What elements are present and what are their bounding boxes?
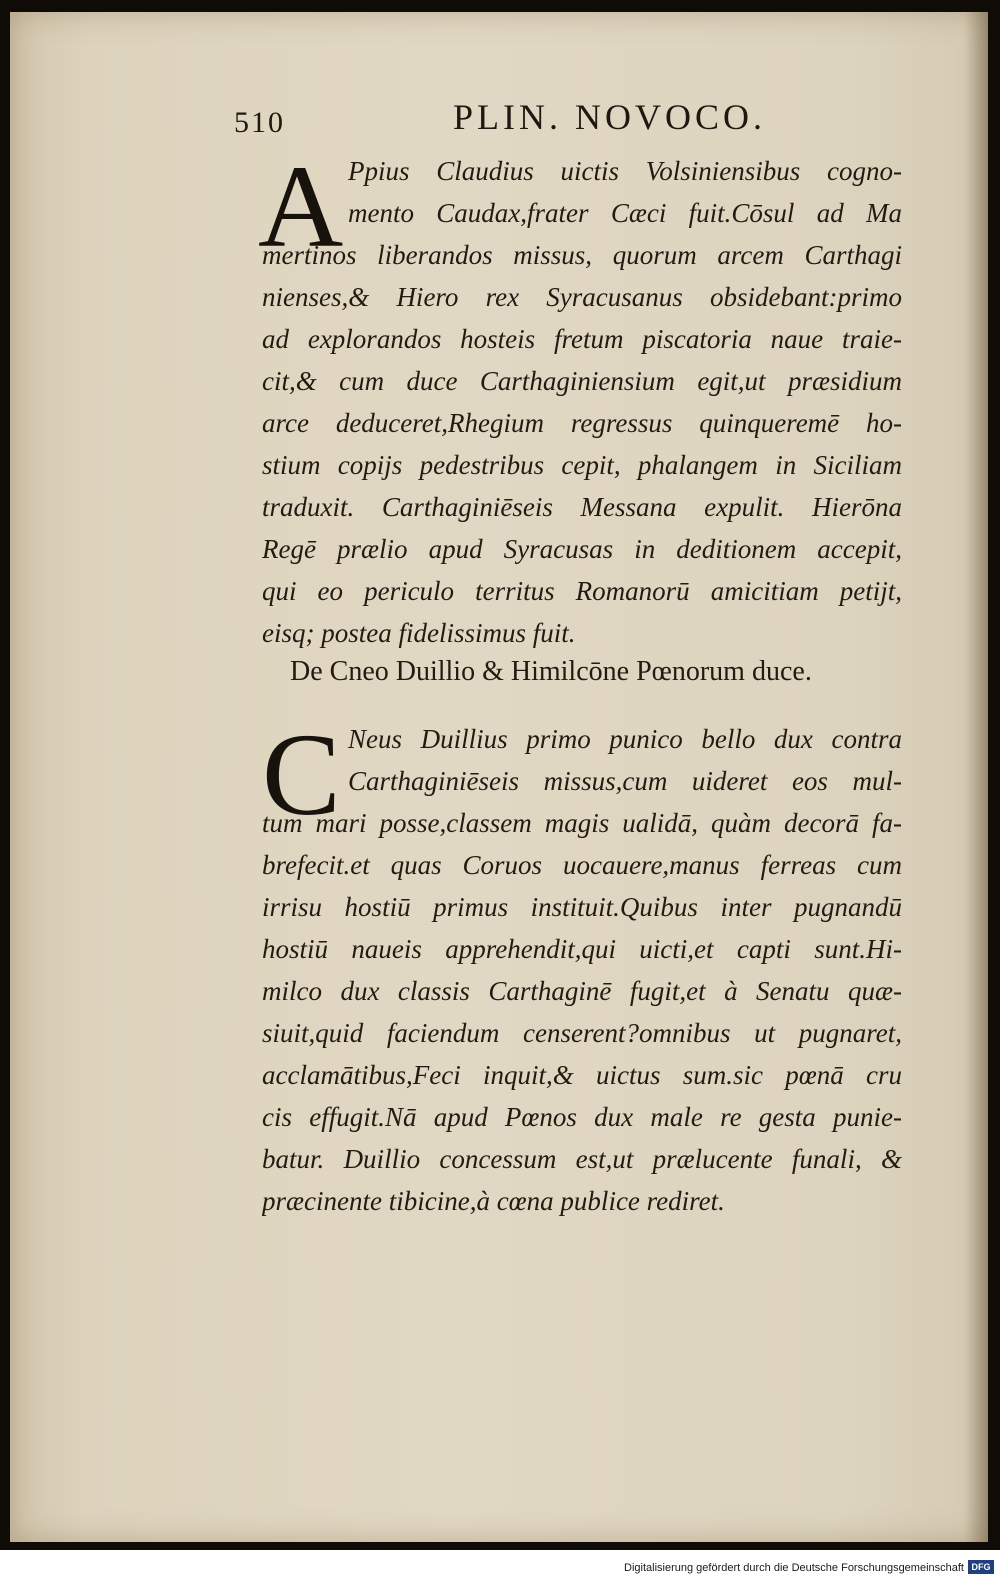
text-line: præcinente tibicine,à cœna publice rediret. [262,1186,725,1216]
drop-cap-initial: C [262,709,341,840]
text-line: mento Caudax,frater Cæci fuit.Cōsul ad Ma [348,198,902,228]
text-line: acclamātibus,Feci inquit,& uictus sum.sic pœnā cru [262,1060,902,1090]
text-line: stium copijs pedestribus cepit, phalangem in Siciliam [262,450,902,480]
text-line: batur. Duillio concessum est,ut prælucente funali, & [262,1144,902,1174]
text-line: Regē prælio apud Syracusas in deditionem accepit, [262,534,902,564]
text-line: brefecit.et quas Coruos uocauere,manus ferreas cum [262,850,902,880]
text-line: eisq; postea fidelissimus fuit. [262,618,576,648]
funding-notice: Digitalisierung gefördert durch die Deutsche Forschungsgemeinschaft [624,1562,964,1574]
text-line: Carthaginiēseis missus,cum uideret eos mul- [348,766,902,796]
text-line: arce deduceret,Rhegium regressus quinqueremē ho- [262,408,902,438]
running-head [234,96,874,146]
footer-bar [0,1550,1000,1592]
text-line: irrisu hostiū primus instituit.Quibus inter pugnandū [262,892,902,922]
text-line: hostiū naueis apprehendit,qui uicti,et capti sunt.Hi- [262,934,902,964]
text-line: traduxit. Carthaginiēseis Messana expulit. Hierōna [262,492,902,522]
text-line: qui eo periculo territus Romanorū amicitiam petijt, [262,576,902,606]
text-line: tum mari posse,classem magis ualidā, quàm decorā fa- [262,808,902,838]
text-line: Ppius Claudius uictis Volsiniensibus cogno- [348,156,902,186]
paragraph-cneo-duillio [262,709,902,1222]
text-line: siuit,quid faciendum censerent?omnibus ut pugnaret, [262,1018,902,1048]
running-title: PLIN. NOVOCO. [453,97,766,137]
text-line: mertinos liberandos missus, quorum arcem Carthagi [262,240,902,270]
text-line: cis effugit.Nā apud Pœnos dux male re gesta punie- [262,1102,902,1132]
dfg-logo: DFG [968,1560,994,1574]
text-line: nienses,& Hiero rex Syracusanus obsidebant:primo [262,282,902,312]
text-line: ad explorandos hosteis fretum piscatoria naue traie- [262,324,902,354]
page-number: 510 [234,106,285,139]
drop-cap-initial: A [258,141,344,272]
text-line: milco dux classis Carthaginē fugit,et à Senatu quæ- [262,976,902,1006]
paragraph-appius-claudius [262,150,902,654]
text-line: Neus Duillius primo punico bello dux contra [348,724,902,754]
text-line: cit,& cum duce Carthaginiensium egit,ut præsidium [262,366,902,396]
section-heading: De Cneo Duillio & Himilcōne Pœnorum duce. [290,656,812,687]
